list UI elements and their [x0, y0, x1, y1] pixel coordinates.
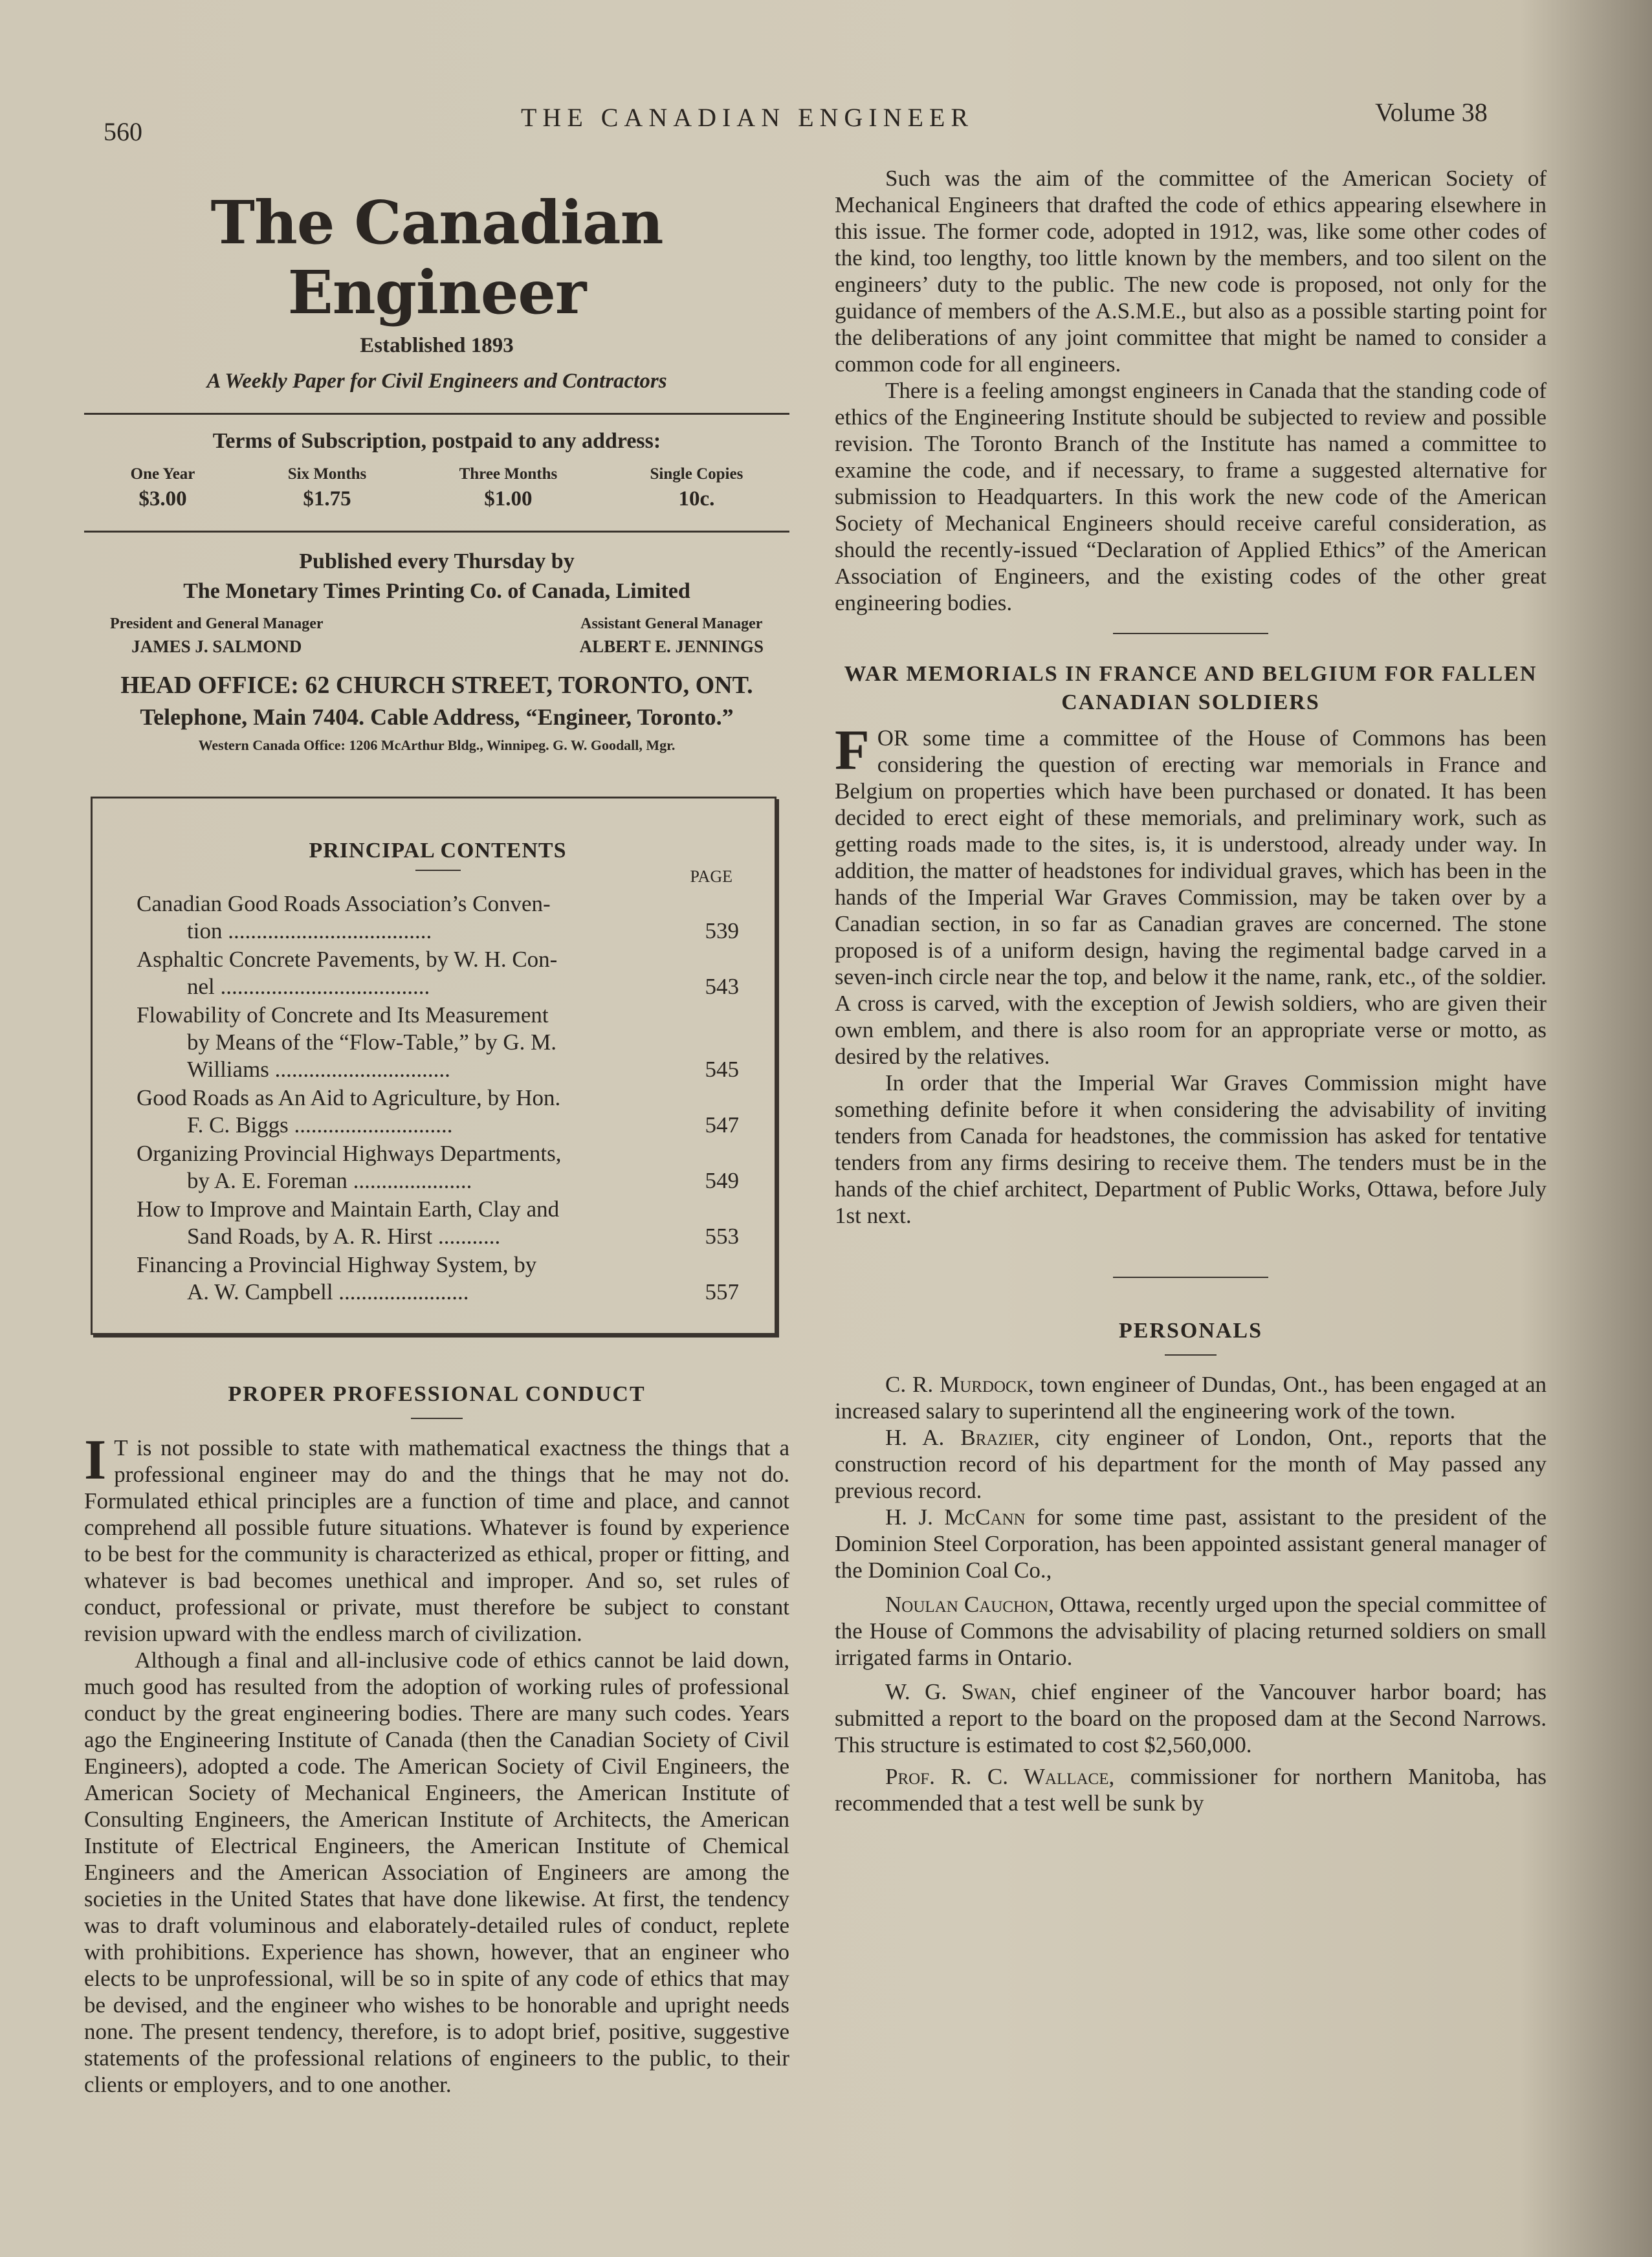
toc-line: Williams ............................... [187, 1057, 450, 1082]
rule [84, 531, 789, 533]
personal-item [835, 1371, 1547, 1424]
toc-line: Asphaltic Concrete Pavements, by W. H. Con- [137, 947, 558, 972]
personal-text: city engineer of London, Ont., reports that the construction record of his department for the month of May passed any previous record. [835, 1425, 1547, 1503]
toc-line: by Means of the “Flow-Table,” by G. M. [187, 1029, 557, 1055]
paragraph [835, 719, 1547, 1070]
masthead-title: The Canadian Engineer [210, 188, 663, 327]
contents-box [91, 797, 776, 1335]
officer [580, 615, 764, 657]
toc-line: Good Roads as An Aid to Agriculture, by Hon. [137, 1085, 561, 1110]
toc-line: by A. E. Foreman ..................... [187, 1168, 472, 1193]
personal-text: commissioner for northern Manitoba, has recommended that a test well be sunk by [835, 1764, 1547, 1816]
short-rule [411, 1418, 463, 1419]
person-name: C. R. Murdock, [885, 1372, 1034, 1397]
price-six-months [288, 465, 367, 511]
personal-item [835, 1763, 1547, 1816]
toc-line: Canadian Good Roads Association’s Conven- [137, 891, 551, 916]
price-value: 10c. [678, 487, 715, 511]
price-value: $3.00 [138, 487, 187, 511]
western-office: Western Canada Office: 1206 McArthur Bldg., Winnipeg. G. W. Goodall, Mgr. [198, 737, 676, 753]
memorials-title: WAR MEMORIALS IN FRANCE AND BELGIUM FOR FALLEN CANADIAN SOLDIERS [844, 662, 1537, 714]
personal-item [835, 1591, 1547, 1671]
head-office: HEAD OFFICE: 62 CHURCH STREET, TORONTO, ONT. [120, 672, 753, 699]
officer-title: President and General Manager [110, 615, 324, 632]
officer-name: ALBERT E. JENNINGS [579, 637, 764, 656]
toc-line: nel ..................................... [187, 974, 430, 999]
page-number: 560 [104, 117, 142, 146]
personal-item [835, 1424, 1547, 1504]
tagline: A Weekly Paper for Civil Engineers and Contractors [206, 369, 667, 393]
officer-title: Assistant General Manager [580, 615, 763, 632]
short-rule [1165, 1354, 1217, 1356]
toc-line: A. W. Campbell ....................... [187, 1279, 469, 1305]
officer [110, 615, 324, 657]
established-line: Established 1893 [360, 334, 514, 357]
paragraph: In order that the Imperial War Graves Commission might have something definite before it when considering the advisability of inviting tenders from Canada for headstones, the commission has asked for tentative tenders from any firms desiring to receive them. The tenders must be in the hands of the chief architect, Department of Public Works, Ottawa, before July 1st next. [835, 1070, 1547, 1228]
toc-line: Sand Roads, by A. R. Hirst ........... [187, 1224, 501, 1249]
divider [1113, 633, 1268, 634]
officer-name: JAMES J. SALMOND [131, 637, 302, 656]
toc-entry [137, 1140, 739, 1195]
toc-page: 543 [705, 974, 739, 999]
conduct-body-continued [835, 165, 1547, 616]
person-name: H. A. Brazier, [885, 1425, 1040, 1450]
personals-body [835, 1371, 1547, 1816]
toc-entry [137, 1084, 739, 1139]
conduct-body [84, 1429, 789, 2098]
volume-label: Volume 38 [1375, 98, 1488, 127]
person-name: Prof. R. C. Wallace, [885, 1764, 1115, 1789]
toc-line: Organizing Provincial Highways Departments, [137, 1141, 562, 1166]
running-head [0, 97, 1652, 146]
toc-line: How to Improve and Maintain Earth, Clay and [137, 1196, 560, 1222]
personal-text: Ottawa, recently urged upon the special committee of the House of Commons the advisability of placing returned soldiers on small irrigated farms in Ontario. [835, 1592, 1547, 1670]
right-column [835, 165, 1547, 1816]
toc-line: F. C. Biggs ............................ [187, 1112, 453, 1138]
personals-title: PERSONALS [1118, 1319, 1263, 1343]
toc-entry [137, 946, 739, 1000]
price-label: One Year [130, 465, 195, 483]
price-label: Six Months [287, 465, 367, 483]
journal-name: THE CANADIAN ENGINEER [521, 103, 975, 132]
person-name: Noulan Cauchon, [885, 1592, 1054, 1617]
drop-cap: I [84, 1429, 107, 1492]
left-column [84, 175, 789, 2098]
personal-text: for some time past, assistant to the president of the Dominion Steel Corporation, has been appointed assistant general manager of the Dominion Coal Co., [835, 1504, 1547, 1583]
paragraph [84, 1429, 789, 1647]
toc-line: tion .................................... [187, 918, 432, 943]
toc-page: 545 [705, 1057, 739, 1082]
personal-item [835, 1504, 1547, 1583]
person-name: W. G. Swan, [885, 1679, 1017, 1704]
toc-entry [137, 1002, 739, 1083]
drop-cap: F [835, 719, 870, 782]
personal-text: town engineer of Dundas, Ont., has been engaged at an increased salary to superintend all the engineering work of the town. [835, 1372, 1547, 1424]
conduct-title: PROPER PROFESSIONAL CONDUCT [228, 1382, 646, 1406]
price-three-months [459, 465, 558, 511]
toc-page: 539 [705, 918, 739, 943]
toc-page: 557 [705, 1279, 739, 1305]
contents-title: PRINCIPAL CONTENTS [309, 839, 567, 863]
page-column-label: PAGE [690, 867, 732, 886]
price-value: $1.00 [484, 487, 533, 511]
price-label: Three Months [459, 465, 558, 483]
rule [84, 413, 789, 415]
telephone-line: Telephone, Main 7404. Cable Address, “Engineer, Toronto.” [140, 704, 734, 730]
toc-entry [137, 1196, 739, 1250]
price-single-copies [650, 465, 743, 511]
personal-item [835, 1679, 1547, 1758]
price-value: $1.75 [303, 487, 351, 511]
subscription-prices [84, 465, 789, 511]
person-name: H. J. McCann [885, 1504, 1026, 1530]
memorials-body [835, 719, 1547, 1229]
published-line: Published every Thursday by [299, 549, 575, 573]
paragraph: Although a final and all-inclusive code of ethics cannot be laid down, much good has resulted from the adoption of working rules of professional conduct by the great engineering bodies. There are many such codes. Years ago the Engineering Institute of Canada (then the Canadian Society of Civil Engineers), adopted a code. The American Society of Civil Engineers, the American Society of Mechanical Engineers, the American Institute of Consulting Engineers, the American Institute of Architects, the American Institute of Electrical Engineers, the American Institute of Chemical Engineers and the American Association of Engineers are among the societies in the United States that have done likewise. At first, the tendency was to draft voluminous and elaborately-detailed rules of conduct, replete with prohibitions. Experience has shown, however, that an engineer who elects to be unprofessional, will be so in spite of any code of ethics that may be devised, and the engineer who wishes to be honorable and upright needs none. The present tendency, therefore, is to adopt brief, positive, suggestive statements of the professional relations of engineers to the public, to their clients or employers, and to one another. [84, 1647, 789, 2097]
divider [1113, 1277, 1268, 1278]
toc-line: Flowability of Concrete and Its Measurement [137, 1002, 549, 1028]
toc-entry [137, 890, 739, 945]
paragraph-text: T is not possible to state with mathematical exactness the things that a professional engineer may do and the things that he may not do. Formulated ethical principles are a function of time and place, and cannot comprehend all possible future situations. Whatever is found by experience to be best for the community is characterized as ethical, proper or fitting, and whatever is bad becomes unethical and improper. And so, set rules of conduct, professional or private, must therefore be subject to constant revision upward with the endless march of civilization. [84, 1435, 789, 1646]
officers [84, 615, 789, 657]
paragraph: There is a feeling amongst engineers in Canada that the standing code of ethics of the Engineering Institute should be subjected to review and possible revision. The Toronto Branch of the Institute has named a committee to examine the code, and if necessary, to frame a suggested alternative for submission to Headquarters. In this work the new code of the American Society of Mechanical Engineers should receive careful consideration, as should the recently-issued “Declaration of Applied Ethics” of the American Association of Engineers, and the existing codes of the other great engineering bodies. [835, 378, 1547, 615]
toc-page: 549 [705, 1168, 739, 1193]
paragraph-text: OR some time a committee of the House of Commons has been considering the question of erecting war memorials in France and Belgium on properties which have been purchased or donated. It has been decided to erect eight of these memorials, and preliminary work, such as getting roads made to the sites, is, it is understood, already under way. In addition, the matter of headstones for individual graves, which has been in the hands of the Imperial War Graves Commission, may be taken over by a Canadian section, in so far as Canadian graves are concerned. The stone proposed is of a uniform design, having the regimental badge carved in a seven-inch circle near the top, and below it the name, rank, etc., of the soldier. A cross is carved, with the exception of Jewish soldiers, who are given their own emblem, and there is also room for an appropriate verse or motto, as desired by the relatives. [835, 725, 1547, 1069]
price-label: Single Copies [650, 465, 743, 483]
personal-text: chief engineer of the Vancouver harbor board; has submitted a report to the board on the proposed dam at the Second Narrows. This structure is estimated to cost $2,560,000. [835, 1679, 1547, 1757]
paragraph: Such was the aim of the committee of the American Society of Mechanical Engineers that drafted the code of ethics appearing elsewhere in this issue. The former code, adopted in 1912, was, like some other codes of the kind, too lengthy, too little known by the members, and too silent on the engineers’ duty to the public. The new code is proposed, not only for the guidance of members of the A.S.M.E., but also as a possible starting point for the deliberations of any joint committee that might be named to consider a common code for all engineers. [835, 166, 1547, 377]
toc-line: Financing a Provincial Highway System, by [137, 1252, 537, 1277]
toc-entry [137, 1251, 739, 1306]
terms-heading: Terms of Subscription, postpaid to any address: [212, 429, 661, 453]
toc-page: 553 [705, 1224, 739, 1249]
toc-page: 547 [705, 1112, 739, 1138]
publisher-name: The Monetary Times Printing Co. of Canada, Limited [183, 579, 690, 603]
price-one-year [131, 465, 195, 511]
